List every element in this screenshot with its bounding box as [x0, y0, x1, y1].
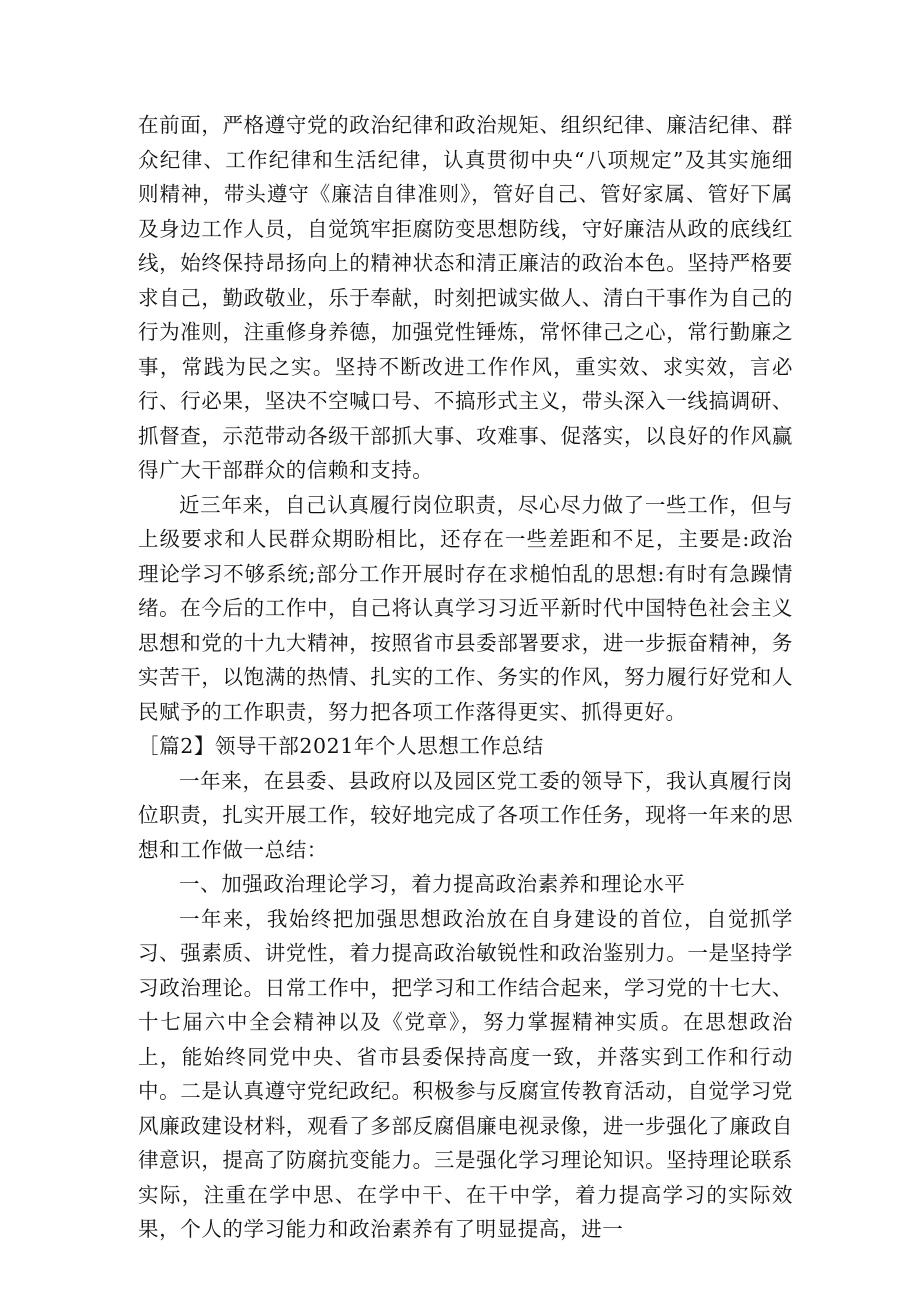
body-paragraph: 近三年来，自己认真履行岗位职责，尽心尽力做了一些工作，但与上级要求和人民群众期盼相比，还存在一些差距和不足，主要是:政治理论学习不够系统;部分工作开展时存在求槌怕乱的思想:有时有急躁情绪。在今后的工作中，自己将认真学习习近平新时代中国特色社会主义思想和党的十九大精神，按照省市县委部署要求，进一步振奋精神，务实苦干，以饱满的热情、扎实的工作、务实的作风，努力履行好党和人民赋予的工作职责，努力把各项工作落得更实、抓得更好。 [138, 492, 793, 724]
body-paragraph: 一年来，在县委、县政府以及园区党工委的领导下，我认真履行岗位职责，扎实开展工作，较好地完成了各项工作任务，现将一年来的思想和工作做一总结： [138, 768, 793, 862]
document-page [138, 108, 793, 1247]
body-paragraph: 在前面，严格遵守党的政治纪律和政治规矩、组织纪律、廉洁纪律、群众纪律、工作纪律和生活纪律，认真贯彻中央“八项规定”及其实施细则精神，带头遵守《廉洁自律准则》，管好自己、管好家属、管好下属及身边工作人员，自觉筑牢拒腐防变思想防线，守好廉洁从政的底线红线，始终保持昂扬向上的精神状态和清正廉洁的政治本色。坚持严格要求自己，勤政敬业，乐于奉献，时刻把诚实做人、清白干事作为自己的行为准则，注重修身养德，加强党性锤炼，常怀律己之心，常行勤廉之事，常践为民之实。坚持不断改进工作作风，重实效、求实效，言必行、行必果，坚决不空喊口号、不搞形式主义，带头深入一线搞调研、抓督查，示范带动各级干部抓大事、攻难事、促落实，以良好的作风赢得广大干部群众的信赖和支持。 [138, 113, 793, 482]
subsection-heading: 一、加强政治理论学习，着力提高政治素养和理论水平 [179, 872, 686, 896]
section-title: ［篇2】领导干部2021年个人思想工作总结 [138, 734, 544, 758]
body-paragraph: 一年来，我始终把加强思想政治放在自身建设的首位，自觉抓学习、强素质、讲党性，着力提高政治敏锐性和政治鉴别力。一是坚持学习政治理论。日常工作中，把学习和工作结合起来，学习党的十七大、十七届六中全会精神以及《党章》，努力掌握精神实质。在思想政治上，能始终同党中央、省市县委保持高度一致，并落实到工作和行动中。二是认真遵守党纪政纪。积极参与反腐宣传教育活动，自觉学习党风廉政建设材料，观看了多部反腐倡廉电视录像，进一步强化了廉政自律意识，提高了防腐抗变能力。三是强化学习理论知识。坚持理论联系实际，注重在学中思、在学中干、在干中学，着力提高学习的实际效果，个人的学习能力和政治素养有了明显提高，进一 [138, 906, 793, 1241]
